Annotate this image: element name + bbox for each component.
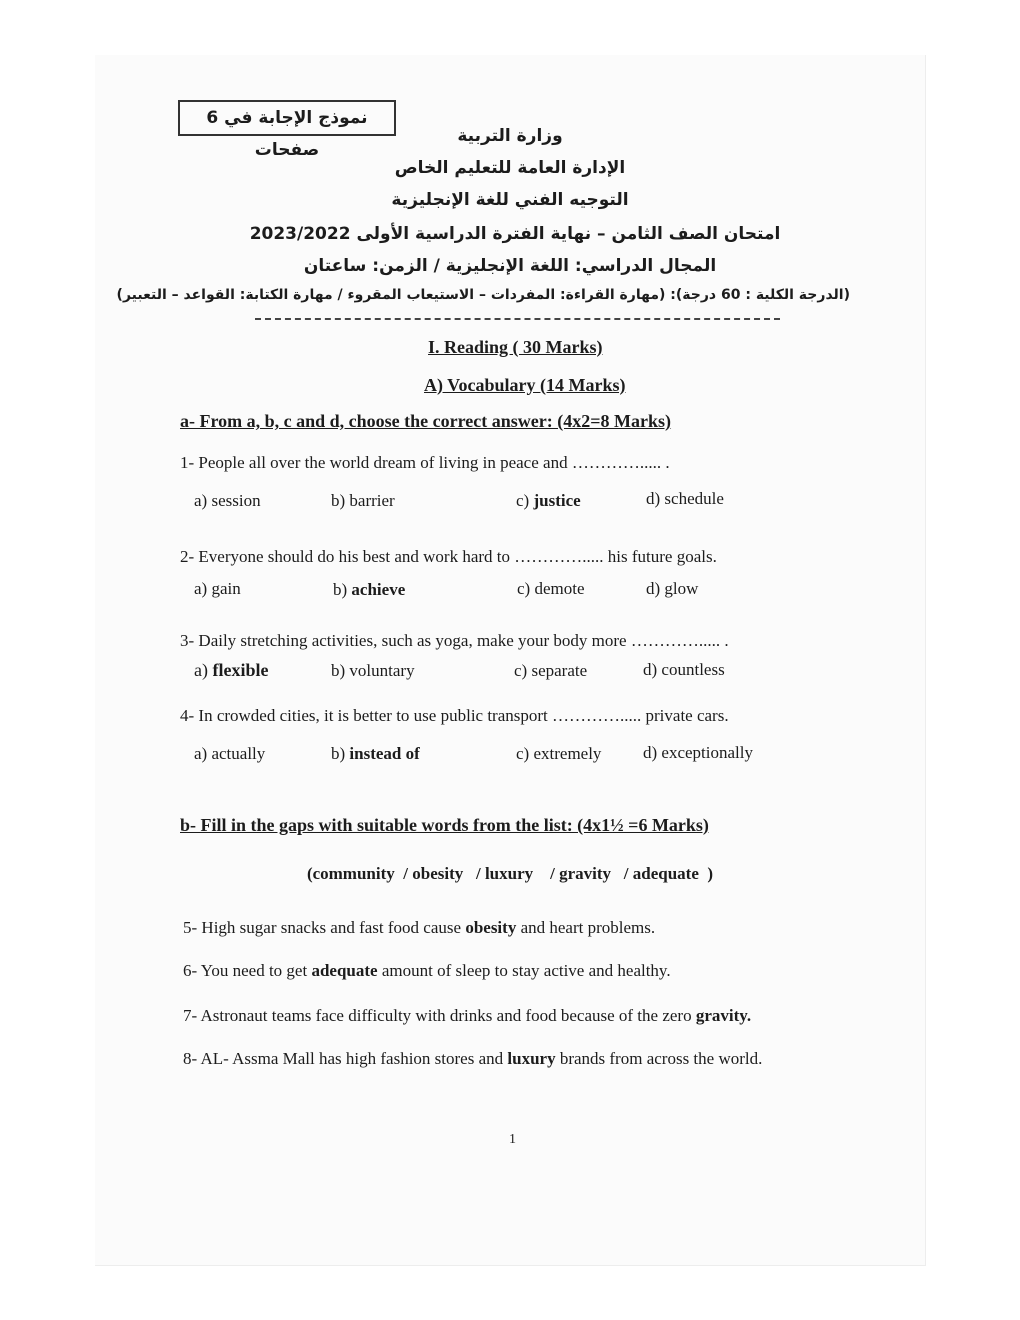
divider bbox=[255, 318, 780, 320]
option-4a: a) actually bbox=[194, 744, 266, 763]
option-3b: b) voluntary bbox=[331, 661, 415, 680]
option-4c: c) extremely bbox=[516, 744, 602, 763]
question-2: 2- Everyone should do his best and work hard to …………..... his future goals. bbox=[180, 547, 717, 566]
fill-answer-6: adequate bbox=[311, 961, 378, 980]
page-number: 1 bbox=[509, 1132, 516, 1147]
total-marks: (الدرجة الكلية : 60 درجة): (مهارة القراءة: المفردات – الاستيعاب المقروء / مهارة الكتابة: القواعد – التعبير) bbox=[116, 287, 850, 303]
section-reading-heading: I. Reading ( 30 Marks) bbox=[428, 337, 603, 357]
option-2a: a) gain bbox=[194, 579, 241, 598]
department-title: الإدارة العامة للتعليم الخاص bbox=[394, 158, 626, 178]
fill-sentence-5: 5- High sugar snacks and fast food cause obesity and heart problems. bbox=[183, 918, 656, 937]
fill-answer-8: luxury bbox=[507, 1049, 556, 1068]
exam-title: امتحان الصف الثامن – نهاية الفترة الدراسية الأولى 2023/2022 bbox=[249, 224, 781, 244]
supervision-title: التوجيه الفني للغة الإنجليزية bbox=[391, 190, 629, 210]
subject-time: المجال الدراسي: اللغة الإنجليزية / الزمن: ساعتان bbox=[303, 256, 717, 276]
option-1a: a) session bbox=[194, 491, 261, 510]
fill-answer-5: obesity bbox=[465, 918, 517, 937]
fill-sentence-8: 8- AL- Assma Mall has high fashion stores and luxury brands from across the world. bbox=[183, 1049, 763, 1068]
ministry-title: وزارة التربية bbox=[457, 126, 563, 146]
question-1: 1- People all over the world dream of living in peace and …………..... . bbox=[180, 453, 670, 472]
option-4b-correct: b) instead of bbox=[331, 744, 420, 763]
option-3c: c) separate bbox=[514, 661, 588, 680]
fill-sentence-6: 6- You need to get adequate amount of sleep to stay active and healthy. bbox=[183, 961, 671, 980]
part-b-instruction: b- Fill in the gaps with suitable words from the list: (4x1½ =6 Marks) bbox=[180, 815, 709, 835]
fill-answer-7: gravity. bbox=[695, 1006, 752, 1025]
question-4: 4- In crowded cities, it is better to use public transport …………..... private cars. bbox=[180, 706, 729, 725]
option-2c: c) demote bbox=[517, 579, 585, 598]
question-3: 3- Daily stretching activities, such as yoga, make your body more …………..... . bbox=[180, 631, 729, 650]
option-2b-correct: b) achieve bbox=[333, 580, 406, 599]
option-1d: d) schedule bbox=[646, 489, 724, 508]
word-list: (community / obesity / luxury / gravity / adequate ) bbox=[306, 864, 714, 883]
option-2d: d) glow bbox=[646, 579, 699, 598]
option-3d: d) countless bbox=[643, 660, 725, 679]
section-vocabulary-heading: A) Vocabulary (14 Marks) bbox=[424, 375, 626, 395]
fill-sentence-7: 7- Astronaut teams face difficulty with drinks and food because of the zero gravity. bbox=[183, 1006, 752, 1025]
part-a-instruction: a- From a, b, c and d, choose the correct answer: (4x2=8 Marks) bbox=[180, 411, 672, 431]
answer-model-box: نموذج الإجابة في 6 صفحات bbox=[178, 100, 396, 136]
option-3a-correct: a) flexible bbox=[194, 660, 269, 680]
option-4d: d) exceptionally bbox=[643, 743, 753, 762]
option-1c-correct: c) justice bbox=[516, 491, 581, 510]
option-1b: b) barrier bbox=[331, 491, 395, 510]
